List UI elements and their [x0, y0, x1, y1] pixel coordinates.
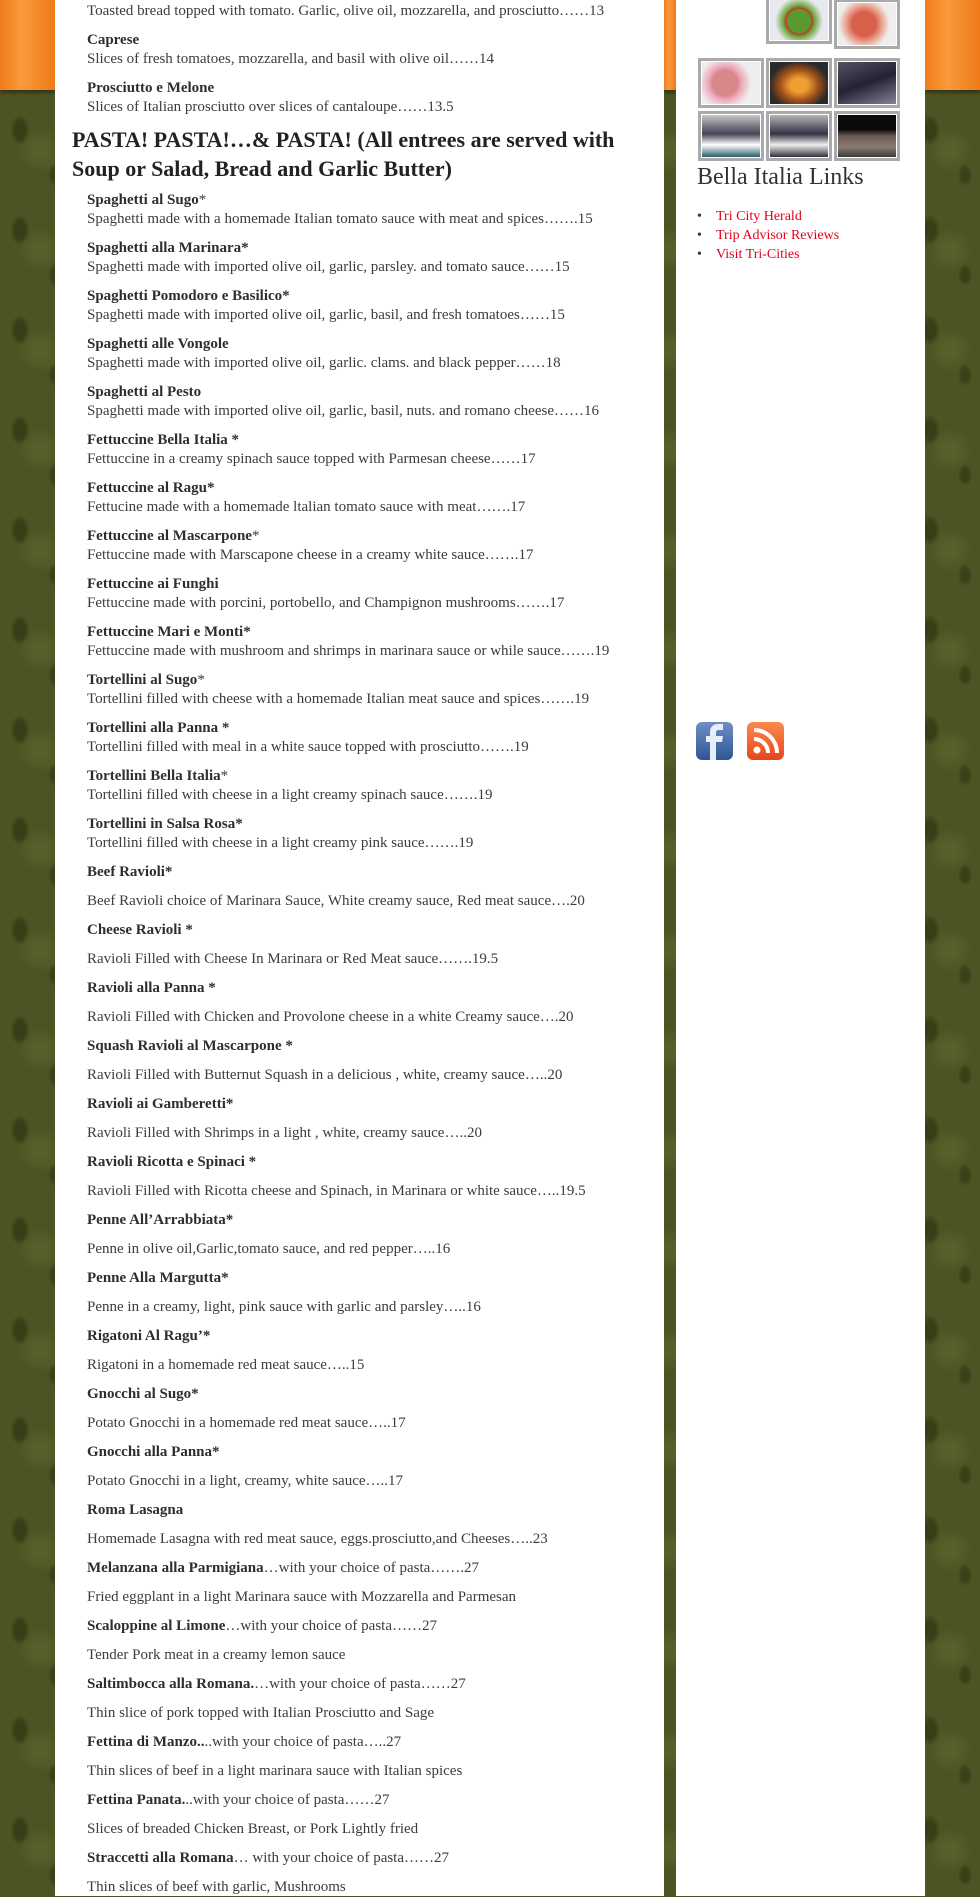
menu-item-name: Rigatoni Al Ragu’*: [87, 1327, 211, 1344]
menu-item-suffix: *: [197, 671, 205, 688]
menu-item: [87, 1617, 664, 1636]
menu-item-description: Fettucine made with a homemade ltalian tomato sauce with meat…….17: [87, 498, 526, 515]
menu-item-description-line: [87, 1762, 664, 1781]
gallery-thumb-bruschetta[interactable]: [834, 0, 900, 49]
menu-item-name: Straccetti alla Romana: [87, 1849, 234, 1866]
link-visit-tri-cities[interactable]: Visit Tri-Cities: [716, 247, 800, 262]
menu-item-description: Spaghetti made with imported olive oil, garlic, parsley. and tomato sauce……15: [87, 258, 570, 275]
menu-item-description-line: [87, 1414, 664, 1433]
menu-item-name: Gnocchi alla Panna*: [87, 1443, 220, 1460]
entree-list: [72, 863, 664, 1897]
menu-item: [87, 1037, 664, 1056]
menu-item-description: Ravioli Filled with Shrimps in a light , white, creamy sauce…..20: [87, 1124, 482, 1141]
menu-item-name: Gnocchi al Sugo*: [87, 1385, 199, 1402]
menu-item-description: Tortellini filled with cheese in a light creamy spinach sauce…….19: [87, 786, 493, 803]
menu-item-description: Penne in a creamy, light, pink sauce with garlic and parsley…..16: [87, 1298, 481, 1315]
menu-item: [87, 1327, 664, 1346]
menu-item: [87, 815, 664, 853]
menu-item-suffix: …with your choice of pasta……27: [254, 1675, 466, 1692]
facebook-icon[interactable]: [696, 722, 733, 760]
gallery-thumb-dining-room[interactable]: [698, 111, 764, 161]
menu-item-description-line: [87, 1588, 664, 1607]
menu-item-description: Ravioli Filled with Chicken and Provolone cheese in a white Creamy sauce….20: [87, 1008, 574, 1025]
menu-item-name: Beef Ravioli*: [87, 863, 173, 880]
menu-item-name: Fettuccine al Mascarpone: [87, 527, 252, 544]
menu-item-name: Melanzana alla Parmigiana: [87, 1559, 264, 1576]
menu-item-description: Tender Pork meat in a creamy lemon sauce: [87, 1646, 346, 1663]
menu-item-description: Potato Gnocchi in a homemade red meat sauce…..17: [87, 1414, 406, 1431]
menu-item-name: Scaloppine al Limone: [87, 1617, 226, 1634]
menu-item-name: Spaghetti alle Vongole: [87, 335, 229, 352]
menu-item-suffix: … with your choice of pasta……27: [233, 1849, 450, 1866]
menu-item: [87, 1211, 664, 1230]
header-band-left: [0, 0, 55, 90]
menu-item-name: Ravioli ai Gamberetti*: [87, 1095, 234, 1112]
menu-item-name: Spaghetti al Pesto: [87, 383, 202, 400]
menu-item-suffix: ..with your choice of pasta……27: [185, 1791, 390, 1808]
menu-item-description-line: [87, 892, 664, 911]
menu-content: [55, 0, 664, 1896]
menu-item-name: Roma Lasagna: [87, 1501, 184, 1518]
menu-item-name: Spaghetti Pomodoro e Basilico*: [87, 287, 290, 304]
menu-item-description-line: [87, 1124, 664, 1143]
menu-item-description: Tortellini filled with meal in a white sauce topped with prosciutto…….19: [87, 738, 529, 755]
menu-item: [87, 767, 664, 805]
sidebar: [676, 0, 925, 1896]
menu-item: [87, 1443, 664, 1462]
menu-item-description-line: [87, 1356, 664, 1375]
menu-item: [87, 335, 664, 373]
menu-item-description: Spaghetti made with imported olive oil, garlic, basil, nuts. and romano cheese……16: [87, 402, 599, 419]
menu-item-description-line: [87, 1066, 664, 1085]
menu-item-description-line: [87, 1298, 664, 1317]
menu-item-description-line: [87, 1704, 664, 1723]
menu-item-description: Ravioli Filled with Cheese In Marinara or Red Meat sauce…….19.5: [87, 950, 499, 967]
menu-item-description-line: [87, 1182, 664, 1201]
menu-item: [87, 1733, 664, 1752]
links-item: [697, 245, 839, 264]
menu-item-name: Fettuccine ai Funghi: [87, 575, 219, 592]
links-title: Bella Italia Links: [697, 164, 864, 190]
menu-item-description-line: [87, 1008, 664, 1027]
menu-item-name: Cheese Ravioli *: [87, 921, 193, 938]
menu-item-name: Fettina Panata.: [87, 1791, 186, 1808]
menu-item: [87, 575, 664, 613]
menu-item: [87, 2, 664, 21]
gallery-thumb-prosciutto[interactable]: [698, 58, 764, 108]
menu-item-description: Penne in olive oil,Garlic,tomato sauce, and red pepper…..16: [87, 1240, 451, 1257]
menu-item-description-line: [87, 950, 664, 969]
menu-item-name: Tortellini in Salsa Rosa*: [87, 815, 243, 832]
menu-item-description-line: [87, 1646, 664, 1665]
menu-item: [87, 979, 664, 998]
header-band-right: [925, 0, 980, 90]
links-item: [697, 226, 839, 245]
menu-item-name: Tortellini al Sugo: [87, 671, 198, 688]
menu-item-description: Spaghetti made with a homemade Italian tomato sauce with meat and spices…….15: [87, 210, 593, 227]
menu-item-description: Rigatoni in a homemade red meat sauce…..15: [87, 1356, 365, 1373]
menu-item-description-line: [87, 1878, 664, 1897]
menu-item: [87, 1153, 664, 1172]
gallery-thumb-exterior[interactable]: [834, 111, 900, 161]
menu-item: [87, 239, 664, 277]
menu-item-name: Spaghetti alla Marinara*: [87, 239, 249, 256]
menu-item-suffix: *: [220, 767, 229, 784]
menu-item-description: Thin slices of beef in a light marinara sauce with Italian spices: [87, 1762, 463, 1779]
menu-item-name: Ravioli alla Panna *: [87, 979, 216, 996]
menu-item-description: Potato Gnocchi in a light, creamy, white sauce…..17: [87, 1472, 404, 1489]
menu-item-description: Fried eggplant in a light Marinara sauce with Mozzarella and Parmesan: [87, 1588, 517, 1605]
menu-item: [87, 79, 664, 117]
menu-item: [87, 1385, 664, 1404]
menu-item-name: Fettuccine Mari e Monti*: [87, 623, 251, 640]
gallery-thumb-interior[interactable]: [834, 58, 900, 108]
menu-item: [87, 431, 664, 469]
menu-item-description: Beef Ravioli choice of Marinara Sauce, White creamy sauce, Red meat sauce….20: [87, 892, 585, 909]
menu-item-description: Spaghetti made with imported olive oil, garlic. clams. and black pepper……18: [87, 354, 561, 371]
menu-item: [87, 287, 664, 325]
menu-item-name: Spaghetti al Sugo: [87, 191, 199, 208]
menu-item-description-line: [87, 1240, 664, 1259]
menu-item: [87, 1095, 664, 1114]
menu-item-suffix: *: [251, 527, 260, 544]
menu-item: [87, 1559, 664, 1578]
menu-item-name: Saltimbocca alla Romana.: [87, 1675, 255, 1692]
menu-item-name: Fettuccine al Ragu*: [87, 479, 215, 496]
link-tri-city-herald[interactable]: Tri City Herald: [716, 209, 802, 224]
links-list: [697, 207, 839, 264]
menu-item-name: Penne Alla Margutta*: [87, 1269, 229, 1286]
menu-item-description: Tortellini filled with cheese with a homemade Italian meat sauce and spices…….19: [87, 690, 590, 707]
menu-item: [87, 1501, 664, 1520]
menu-item-name: Fettina di Manzo..: [87, 1733, 205, 1750]
menu-item: [87, 921, 664, 940]
menu-item-description: Ravioli Filled with Butternut Squash in a delicious , white, creamy sauce…..20: [87, 1066, 563, 1083]
menu-item: [87, 1791, 664, 1810]
menu-item: [87, 863, 664, 882]
menu-item: [87, 1269, 664, 1288]
menu-item-suffix: …with your choice of pasta…….27: [263, 1559, 480, 1576]
menu-item-description: Toasted bread topped with tomato. Garlic, olive oil, mozzarella, and prosciutto……13: [87, 2, 605, 19]
menu-item-name: Ravioli Ricotta e Spinaci *: [87, 1153, 257, 1170]
menu-item-description: Slices of Italian prosciutto over slices of cantaloupe……13.5: [87, 98, 454, 115]
menu-item-description-line: [87, 1472, 664, 1491]
menu-item: [87, 31, 664, 69]
link-trip-advisor[interactable]: Trip Advisor Reviews: [716, 228, 840, 243]
menu-item-suffix: ..with your choice of pasta…..27: [204, 1733, 402, 1750]
menu-item-name: Squash Ravioli al Mascarpone *: [87, 1037, 293, 1054]
menu-item-description: Thin slices of beef with garlic, Mushrooms: [87, 1878, 346, 1895]
menu-item-description: Fettuccine in a creamy spinach sauce topped with Parmesan cheese……17: [87, 450, 536, 467]
pasta-heading: PASTA! PASTA!…& PASTA! (All entrees are served with Soup or Salad, Bread and Garlic Butter): [72, 126, 615, 181]
menu-item-description-line: [87, 1820, 664, 1839]
menu-item-description: Fettuccine made with Marscapone cheese in a creamy white sauce…….17: [87, 546, 534, 563]
rss-icon[interactable]: [747, 722, 784, 760]
menu-item-name: Fettuccine Bella Italia *: [87, 431, 240, 448]
menu-item-description: Slices of fresh tomatoes, mozzarella, and basil with olive oil……14: [87, 50, 494, 67]
menu-item-description: Slices of breaded Chicken Breast, or Pork Lightly fried: [87, 1820, 419, 1837]
menu-item-name: Prosciutto e Melone: [87, 79, 215, 96]
gallery-thumb-dining-room-2[interactable]: [766, 111, 832, 161]
gallery-thumb-bar[interactable]: [766, 58, 832, 108]
menu-item: [87, 191, 664, 229]
menu-item-description: Tortellini filled with cheese in a light creamy pink sauce…….19: [87, 834, 474, 851]
links-item: [697, 207, 839, 226]
menu-item: [87, 1849, 664, 1868]
gallery-thumb-salad[interactable]: [766, 0, 832, 44]
menu-item-suffix: …with your choice of pasta……27: [225, 1617, 437, 1634]
menu-item-description-line: [87, 1530, 664, 1549]
menu-item: [87, 719, 664, 757]
menu-item-name: Penne All’Arrabbiata*: [87, 1211, 234, 1228]
antipasti-list: [72, 2, 664, 117]
menu-item-suffix: *: [198, 191, 207, 208]
menu-item-name: Tortellini alla Panna *: [87, 719, 230, 736]
menu-item: [87, 479, 664, 517]
menu-item: [87, 671, 664, 709]
pasta-list: [72, 191, 664, 853]
menu-item-description: Fettuccine made with mushroom and shrimps in marinara sauce or while sauce…….19: [87, 642, 610, 659]
menu-item-description: Fettuccine made with porcini, portobello, and Champignon mushrooms…….17: [87, 594, 565, 611]
menu-item-description: Ravioli Filled with Ricotta cheese and Spinach, in Marinara or white sauce…..19.5: [87, 1182, 586, 1199]
menu-item-description: Thin slice of pork topped with Italian Prosciutto and Sage: [87, 1704, 435, 1721]
menu-item-description: Homemade Lasagna with red meat sauce, eggs.prosciutto,and Cheeses…..23: [87, 1530, 548, 1547]
menu-item: [87, 623, 664, 661]
header-band-middle: [664, 0, 676, 90]
menu-item-name: Caprese: [87, 31, 140, 48]
menu-item-description: Spaghetti made with imported olive oil, garlic, basil, and fresh tomatoes……15: [87, 306, 565, 323]
menu-item: [87, 383, 664, 421]
menu-item-name: Tortellini Bella Italia: [87, 767, 221, 784]
menu-item: [87, 1675, 664, 1694]
menu-item: [87, 527, 664, 565]
